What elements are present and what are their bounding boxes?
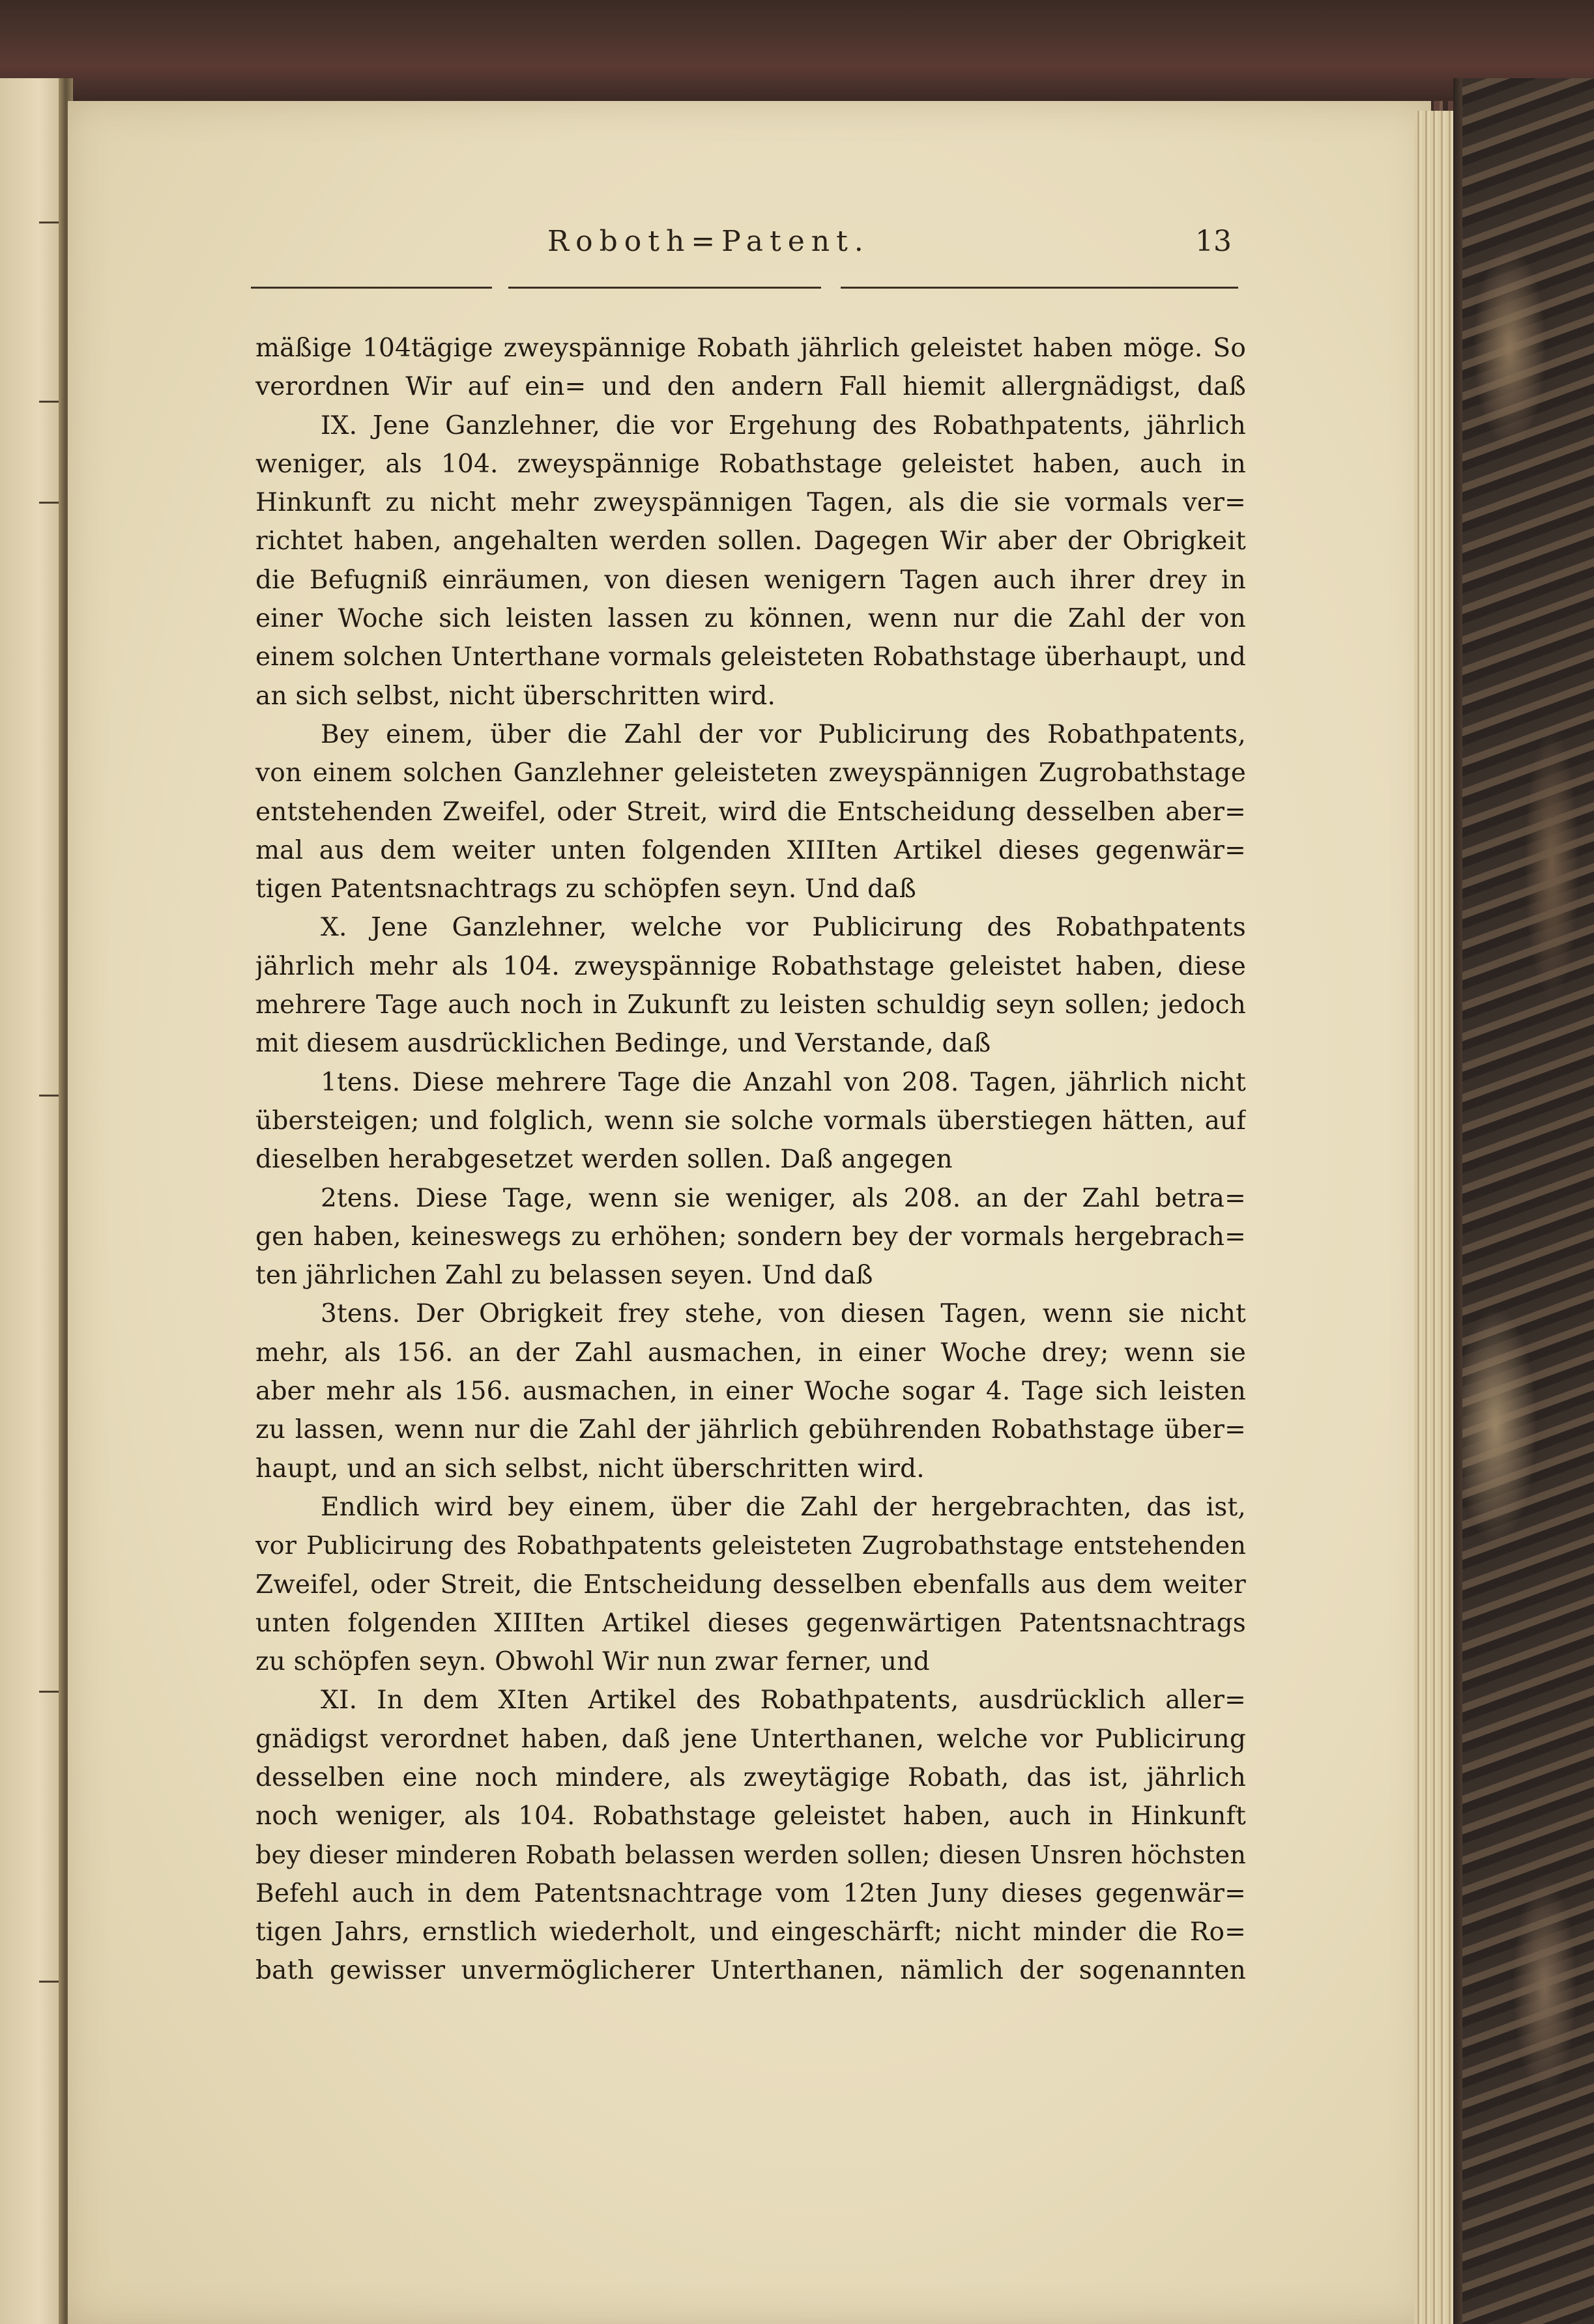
text-line: vor Publicirung des Robathpatents geleisteten Zugrobathstage entstehenden bbox=[255, 1531, 1246, 1560]
text-line: zu schöpfen seyn. Obwohl Wir nun zwar ferner, und bbox=[255, 1647, 930, 1677]
text-line: die Befugniß einräumen, von diesen wenigern Tagen auch ihrer drey in bbox=[255, 565, 1246, 595]
text-line: Befehl auch in dem Patentsnachtrage vom 12ten Juny dieses gegenwär= bbox=[255, 1878, 1246, 1908]
text-line: zu lassen, wenn nur die Zahl der jährlich gebührenden Robathstage über= bbox=[255, 1415, 1246, 1445]
margin-mark bbox=[39, 1981, 59, 1983]
text-line: aber mehr als 156. ausmachen, in einer Woche sogar 4. Tage sich leisten bbox=[255, 1377, 1246, 1407]
text-line: mehr, als 156. an der Zahl ausmachen, in einer Woche drey; wenn sie bbox=[255, 1338, 1246, 1368]
margin-mark bbox=[39, 401, 59, 403]
text-line: von einem solchen Ganzlehner geleisteten zweyspännigen Zugrobathstage bbox=[255, 758, 1246, 788]
text-line: 2tens. Diese Tage, wenn sie weniger, als 208. an der Zahl betra= bbox=[321, 1183, 1246, 1213]
text-line: Bey einem, über die Zahl der vor Publicirung des Robathpatents, bbox=[321, 719, 1246, 749]
text-line: mäßige 104tägige zweyspännige Robath jährlich geleistet haben möge. So bbox=[255, 334, 1246, 363]
page-number: 13 bbox=[1195, 225, 1232, 258]
text-line: mit diesem ausdrücklichen Bedinge, und Verstande, daß bbox=[255, 1029, 991, 1059]
margin-mark bbox=[39, 502, 59, 504]
text-line: desselben eine noch mindere, als zweytägige Robath, das ist, jährlich bbox=[255, 1762, 1246, 1792]
text-line: entstehenden Zweifel, oder Streit, wird die Entscheidung desselben aber= bbox=[255, 797, 1246, 827]
text-line: IX. Jene Ganzlehner, die vor Ergehung des Robathpatents, jährlich bbox=[321, 410, 1246, 440]
text-line: Hinkunft zu nicht mehr zweyspännigen Tagen, als die sie vormals ver= bbox=[255, 488, 1246, 518]
text-line: Endlich wird bey einem, über die Zahl der hergebrachten, das ist, bbox=[321, 1492, 1246, 1522]
text-line: ten jährlichen Zahl zu belassen seyen. Und daß bbox=[255, 1261, 873, 1291]
text-line: an sich selbst, nicht überschritten wird. bbox=[255, 681, 776, 711]
text-line: gnädigst verordnet haben, daß jene Unterthanen, welche vor Publicirung bbox=[255, 1724, 1246, 1754]
text-line: einer Woche sich leisten lassen zu können, wenn nur die Zahl der von bbox=[255, 604, 1246, 634]
running-header bbox=[248, 225, 1232, 264]
text-line: bath gewisser unvermöglicherer Unterthanen, nämlich der sogenannten bbox=[255, 1956, 1246, 1986]
text-line: haupt, und an sich selbst, nicht überschritten wird. bbox=[255, 1454, 925, 1484]
text-line: unten folgenden XIIIten Artikel dieses gegenwärtigen Patentsnachtrags bbox=[255, 1608, 1246, 1638]
header-rule-center bbox=[508, 287, 821, 289]
text-line: bey dieser minderen Robath belassen werden sollen; diesen Unsren höchsten bbox=[255, 1840, 1246, 1869]
text-line: Zweifel, oder Streit, die Entscheidung desselben ebenfalls aus dem weiter bbox=[255, 1570, 1246, 1600]
text-line: gen haben, keineswegs zu erhöhen; sondern bey der vormals hergebrach= bbox=[255, 1222, 1246, 1252]
text-line: noch weniger, als 104. Robathstage geleistet haben, auch in Hinkunft bbox=[255, 1801, 1246, 1831]
text-line: verordnen Wir auf ein= und den andern Fall hiemit allergnädigst, daß bbox=[255, 372, 1246, 402]
text-line: richtet haben, angehalten werden sollen. Dagegen Wir aber der Obrigkeit bbox=[255, 526, 1246, 556]
text-line: übersteigen; und folglich, wenn sie solche vormals überstiegen hätten, auf bbox=[255, 1106, 1246, 1136]
text-line: tigen Patentsnachtrags zu schöpfen seyn. Und daß bbox=[255, 874, 917, 904]
margin-mark bbox=[39, 1691, 59, 1693]
running-title: Roboth=Patent. bbox=[547, 225, 870, 258]
body-text bbox=[255, 329, 1246, 1990]
text-line: XI. In dem XIten Artikel des Robathpatents, ausdrücklich aller= bbox=[321, 1686, 1246, 1715]
text-line: 3tens. Der Obrigkeit frey stehe, von diesen Tagen, wenn sie nicht bbox=[321, 1299, 1246, 1329]
margin-mark bbox=[39, 1095, 59, 1097]
marbled-cover bbox=[1453, 78, 1594, 2324]
text-line: dieselben herabgesetzet werden sollen. Daß angegen bbox=[255, 1145, 953, 1175]
page-edges bbox=[1414, 111, 1453, 2324]
text-line: mal aus dem weiter unten folgenden XIIIten Artikel dieses gegenwär= bbox=[255, 835, 1246, 865]
header-rule-left bbox=[251, 287, 492, 289]
left-page-edge bbox=[0, 78, 65, 2324]
cover-edge bbox=[1453, 78, 1462, 2324]
text-line: einem solchen Unterthane vormals geleisteten Robathstage überhaupt, und bbox=[255, 642, 1246, 672]
margin-mark bbox=[39, 222, 59, 223]
text-line: X. Jene Ganzlehner, welche vor Publicirung des Robathpatents bbox=[321, 913, 1246, 943]
text-line: jährlich mehr als 104. zweyspännige Robathstage geleistet haben, diese bbox=[255, 951, 1246, 981]
header-rule-right bbox=[841, 287, 1238, 289]
text-line: tigen Jahrs, ernstlich wiederholt, und eingeschärft; nicht minder die Ro= bbox=[255, 1917, 1246, 1947]
text-line: 1tens. Diese mehrere Tage die Anzahl von 208. Tagen, jährlich nicht bbox=[321, 1067, 1246, 1097]
text-line: mehrere Tage auch noch in Zukunft zu leisten schuldig seyn sollen; jedoch bbox=[255, 990, 1246, 1020]
text-line: weniger, als 104. zweyspännige Robathstage geleistet haben, auch in bbox=[255, 449, 1246, 479]
